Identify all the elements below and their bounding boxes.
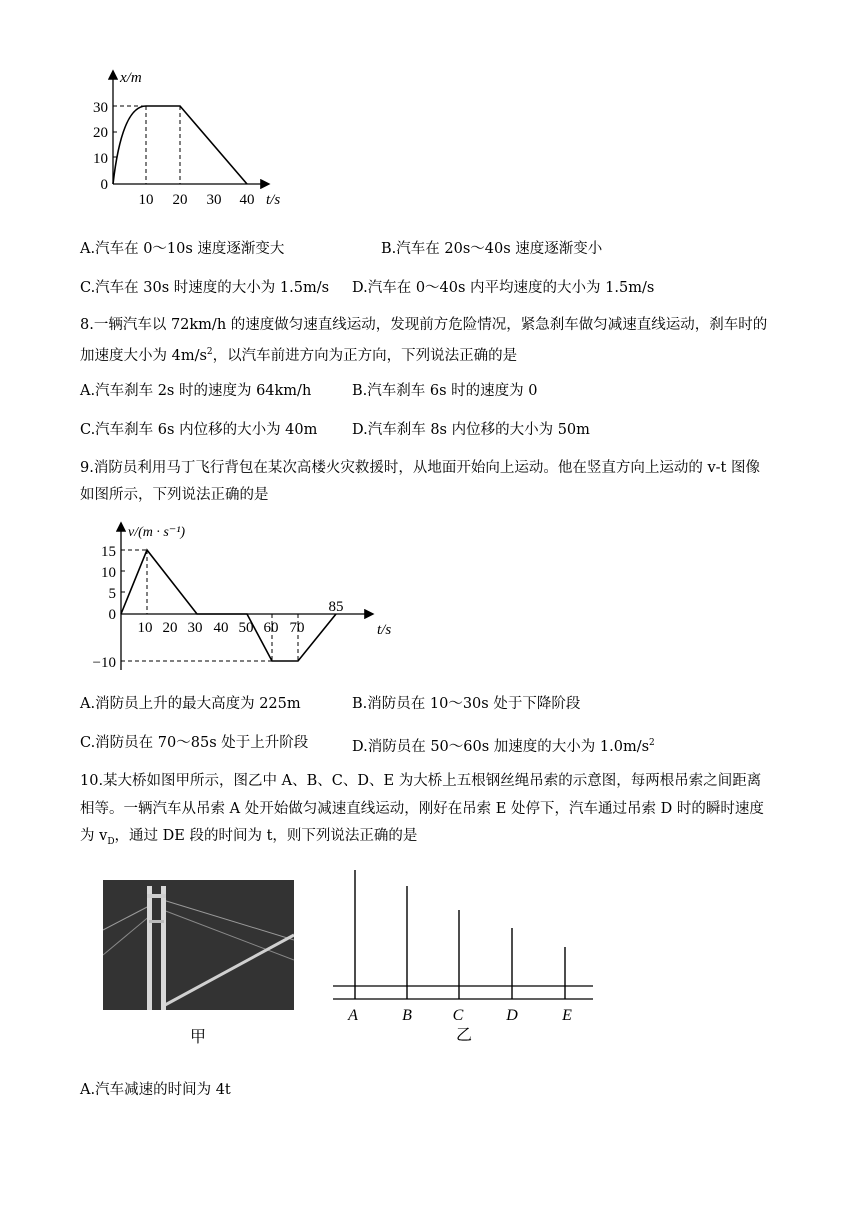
q8-stem-line1: 8.一辆汽车以 72km/h 的速度做匀速直线运动，发现前方危险情况，紧急刹车做匀减速直线运动，刹车时的 [80, 317, 768, 333]
q8-option-c: C.汽车刹车 6s 内位移的大小为 40m [80, 422, 318, 438]
vt-y-tick-10: 10 [101, 565, 116, 581]
vt-x-tick-20: 20 [162, 620, 178, 636]
xt-y-tick-20: 20 [93, 125, 108, 141]
q10-stem-line2: 相等。一辆汽车从吊索 A 处开始做匀减速直线运动，刚好在吊索 E 处停下，汽车通过吊索 D 时的瞬时速度 [80, 801, 764, 817]
q8-option-d: D.汽车刹车 8s 内位移的大小为 50m [352, 422, 590, 438]
vt-y-tick-15: 15 [101, 544, 116, 560]
vt-y-tick-neg10: −10 [92, 655, 116, 671]
xt-x-axis-label: t/s [266, 192, 281, 208]
vt-x-axis-label: t/s [377, 622, 392, 638]
vt-x-tick-85: 85 [328, 599, 344, 615]
cable-label-a: A [348, 1007, 358, 1020]
q10-stem-line1: 10.某大桥如图甲所示，图乙中 A、B、C、D、E 为大桥上五根钢丝绳吊索的示意图，每两根吊索之间距离 [80, 773, 762, 789]
vt-x-tick-40: 40 [213, 620, 229, 636]
q9-option-a: A.消防员上升的最大高度为 225m [80, 696, 301, 712]
vt-x-tick-70: 70 [289, 620, 305, 636]
vt-y-axis-label: v/(m · s⁻¹) [128, 525, 186, 540]
vt-curve [121, 550, 336, 661]
q9-option-d: D.消防员在 50～60s 加速度的大小为 $1.0m/s^2$ [352, 738, 655, 755]
q10-stem-line3: 为 $v_D$，通过 DE 段的时间为 t，则下列说法正确的是 [80, 828, 418, 847]
figure-jia-caption: 甲 [190, 1027, 207, 1046]
vt-graph [80, 515, 410, 675]
cable-diagram [330, 864, 600, 1020]
vt-x-tick-10: 10 [137, 620, 153, 636]
cable-label-e: E [562, 1007, 572, 1020]
q8-option-b: B.汽车刹车 6s 时的速度为 0 [352, 383, 538, 399]
xt-x-tick-40: 40 [239, 192, 255, 208]
xt-y-tick-30: 30 [93, 100, 108, 116]
figure-yi-caption: 乙 [456, 1025, 473, 1044]
q7-option-c: C.汽车在 30s 时速度的大小为 1.5m/s [80, 280, 330, 296]
xt-x-tick-10: 10 [138, 192, 154, 208]
xt-y-tick-0: 0 [100, 177, 108, 193]
q9-option-b: B.消防员在 10～30s 处于下降阶段 [352, 696, 581, 712]
vt-x-tick-30: 30 [187, 620, 203, 636]
vt-x-tick-60: 60 [263, 620, 279, 636]
vt-y-tick-0: 0 [108, 607, 116, 623]
q9-option-c: C.消防员在 70～85s 处于上升阶段 [80, 735, 309, 751]
vt-x-tick-50: 50 [238, 620, 254, 636]
cable-label-d: D [506, 1007, 518, 1020]
q9-stem-line1: 9.消防员利用马丁飞行背包在某次高楼火灾救援时，从地面开始向上运动。他在竖直方向上运动的 v-t 图像 [80, 460, 760, 476]
bridge-photo [103, 880, 294, 1010]
xt-x-tick-20: 20 [172, 192, 188, 208]
xt-y-tick-10: 10 [93, 151, 108, 167]
vt-y-tick-5: 5 [108, 586, 116, 602]
xt-x-tick-30: 30 [206, 192, 222, 208]
xt-graph [88, 66, 308, 212]
q9-stem-line2: 如图所示，下列说法正确的是 [80, 487, 269, 503]
cable-label-b: B [402, 1007, 412, 1020]
q8-stem-line2: 加速度大小为 $4m/s^2$，以汽车前进方向为正方向，下列说法正确的是 [80, 347, 518, 364]
q8-option-a: A.汽车刹车 2s 时的速度为 64km/h [80, 383, 312, 399]
q7-option-d: D.汽车在 0～40s 内平均速度的大小为 1.5m/s [352, 280, 655, 296]
q7-option-a: A.汽车在 0～10s 速度逐渐变大 [80, 241, 285, 257]
cable-label-c: C [452, 1007, 464, 1020]
q7-option-b: B.汽车在 20s～40s 速度逐渐变小 [381, 241, 603, 257]
q10-option-a: A.汽车减速的时间为 4t [80, 1082, 231, 1098]
xt-y-axis-label: x/m [120, 70, 142, 86]
